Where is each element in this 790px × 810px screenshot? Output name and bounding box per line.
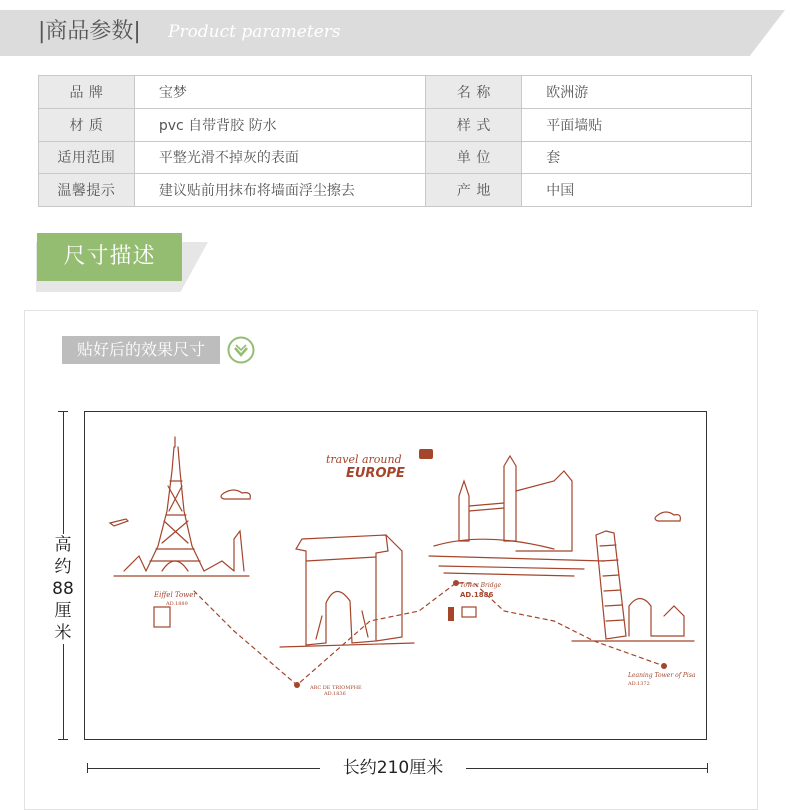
effect-size-label: 贴好后的效果尺寸 xyxy=(62,336,220,364)
height-dimension-cap xyxy=(58,739,68,740)
eiffel-tower-drawing xyxy=(114,437,249,576)
arc-label: ARC DE TRIOMPHE xyxy=(310,685,362,691)
param-label: 适用范围 xyxy=(39,141,135,174)
table-row xyxy=(39,76,752,109)
eiffel-year: AD.1889 xyxy=(166,601,188,607)
param-label: 材 质 xyxy=(39,108,135,141)
param-value: 平整光滑不掉灰的表面 xyxy=(134,141,426,174)
bridge-label: Tower Bridge xyxy=(460,582,502,589)
section-subtitle: Product parameters xyxy=(168,22,341,42)
param-value: 中国 xyxy=(522,174,752,207)
width-dimension-cap xyxy=(707,763,708,773)
param-label: 温馨提示 xyxy=(39,174,135,207)
table-row xyxy=(39,174,752,207)
arc-de-triomphe-drawing xyxy=(280,535,414,647)
param-value: 欧洲游 xyxy=(522,76,752,109)
width-dimension-cap xyxy=(87,763,88,773)
param-value: pvc 自带背胶 防水 xyxy=(134,108,426,141)
param-label: 样 式 xyxy=(426,108,522,141)
eiffel-label: Eiffel Tower xyxy=(154,591,197,599)
param-label: 产 地 xyxy=(426,174,522,207)
pisa-label: Leaning Tower of Pisa xyxy=(628,672,696,679)
height-dimension-cap xyxy=(58,411,68,412)
width-dimension-line xyxy=(466,768,707,769)
param-label: 品 牌 xyxy=(39,76,135,109)
headline-main: EUROPE xyxy=(346,466,405,481)
pisa-year: AD.1372 xyxy=(628,681,650,687)
param-label: 单 位 xyxy=(426,141,522,174)
param-value: 宝梦 xyxy=(134,76,426,109)
table-row xyxy=(39,108,752,141)
headline-top: travel around xyxy=(326,453,402,466)
arc-year: AD.1836 xyxy=(324,691,346,697)
param-value: 平面墙贴 xyxy=(522,108,752,141)
table-row xyxy=(39,141,752,174)
tower-bridge-drawing xyxy=(429,456,604,576)
height-label: 高约88厘米 xyxy=(52,535,74,643)
width-label: 长约210厘米 xyxy=(342,758,444,778)
param-label: 名 称 xyxy=(426,76,522,109)
europe-landmarks-illustration xyxy=(84,411,707,740)
bridge-year: AD.1886 xyxy=(460,591,494,599)
section-title: |商品参数| xyxy=(38,19,141,44)
width-dimension-line xyxy=(87,768,320,769)
param-value: 套 xyxy=(522,141,752,174)
product-params-table xyxy=(38,75,752,207)
pisa-tower-drawing xyxy=(572,531,694,641)
param-value: 建议贴前用抹布将墙面浮尘擦去 xyxy=(134,174,426,207)
check-circle-icon xyxy=(227,336,255,364)
size-section-title: 尺寸描述 xyxy=(37,233,182,281)
